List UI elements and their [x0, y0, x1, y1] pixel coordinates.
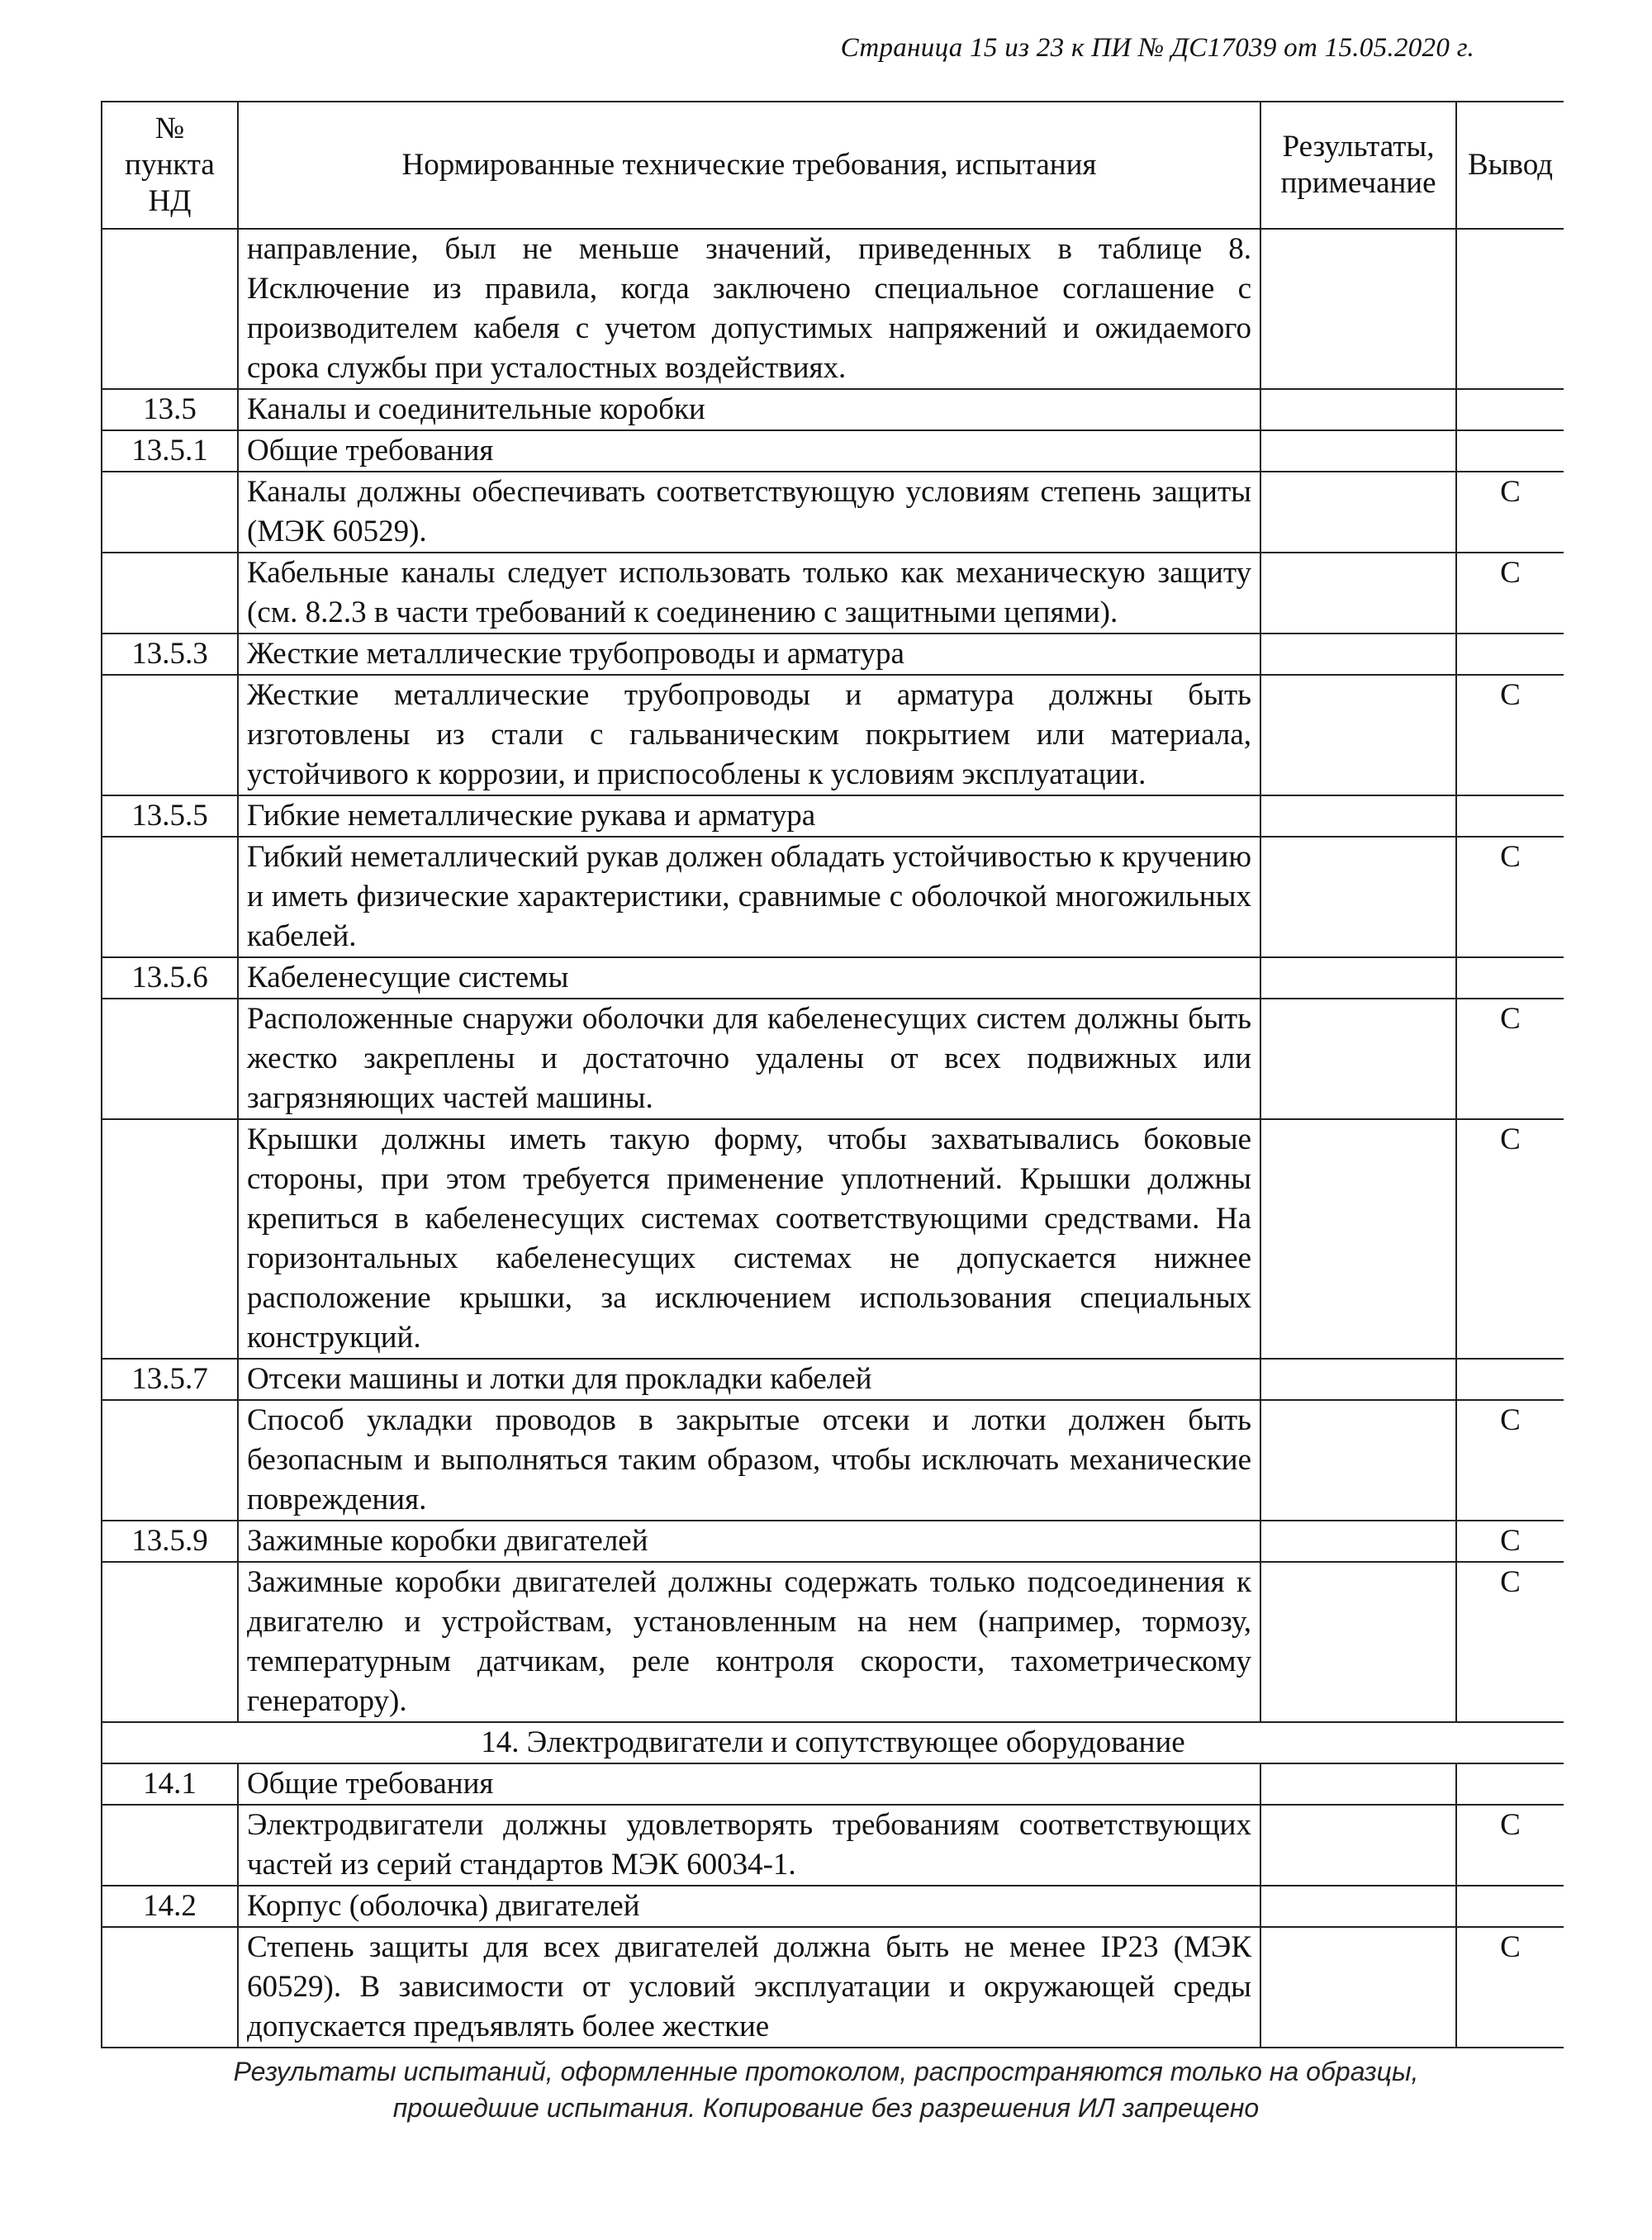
- table-row: [102, 553, 1564, 634]
- result-note: [1260, 553, 1456, 634]
- requirement-text: Расположенные снаружи оболочки для кабеленесущих систем должны быть жестко закреплены и достаточно удалены от всех подвижных или загрязняющих частей машины.: [238, 999, 1260, 1119]
- verdict-mark: [1456, 634, 1564, 675]
- table-row: [102, 999, 1564, 1119]
- requirement-text: Зажимные коробки двигателей должны содержать только подсоединения к двигателю и устройствам, установленным на нем (например, тормозу, температурным датчикам, реле контроля скорости, тахометрическому генератору).: [238, 1562, 1260, 1722]
- verdict-mark: [1456, 795, 1564, 837]
- verdict-mark: С: [1456, 553, 1564, 634]
- verdict-mark: С: [1456, 1521, 1564, 1562]
- clause-number: 13.5.3: [102, 634, 238, 675]
- verdict-mark: [1456, 1359, 1564, 1400]
- result-note: [1260, 837, 1456, 957]
- footer-line-1: Результаты испытаний, оформленные протоколом, распространяются только на образцы,: [233, 2057, 1419, 2086]
- verdict-mark: С: [1456, 999, 1564, 1119]
- verdict-mark: С: [1456, 1927, 1564, 2048]
- requirement-text: Гибкие неметаллические рукава и арматура: [238, 795, 1260, 837]
- result-note: [1260, 1400, 1456, 1521]
- table-row: [102, 1805, 1564, 1886]
- result-note: [1260, 999, 1456, 1119]
- result-note: [1260, 1562, 1456, 1722]
- result-note: [1260, 389, 1456, 430]
- table-row: [102, 837, 1564, 957]
- result-note: [1260, 795, 1456, 837]
- clause-number: [102, 1400, 238, 1521]
- table-row: [102, 1400, 1564, 1521]
- footer-disclaimer: [0, 2053, 1652, 2126]
- table-row: [102, 957, 1564, 999]
- verdict-mark: С: [1456, 1805, 1564, 1886]
- result-note: [1260, 1927, 1456, 2048]
- verdict-mark: [1456, 389, 1564, 430]
- header-clause-number: № пункта НД: [102, 102, 238, 229]
- requirement-text: Зажимные коробки двигателей: [238, 1521, 1260, 1562]
- verdict-mark: С: [1456, 472, 1564, 553]
- requirement-text: Общие требования: [238, 430, 1260, 472]
- clause-number: [102, 1119, 238, 1359]
- table-row: [102, 430, 1564, 472]
- clause-number: [102, 675, 238, 795]
- table-row: [102, 472, 1564, 553]
- table-row: [102, 1763, 1564, 1805]
- table-row: [102, 1927, 1564, 2048]
- requirement-text: Общие требования: [238, 1763, 1260, 1805]
- requirements-table: [101, 101, 1564, 2048]
- table-row: [102, 1359, 1564, 1400]
- requirement-text: Отсеки машины и лотки для прокладки кабелей: [238, 1359, 1260, 1400]
- result-note: [1260, 472, 1456, 553]
- verdict-mark: [1456, 1886, 1564, 1927]
- result-note: [1260, 957, 1456, 999]
- clause-number: [102, 999, 238, 1119]
- page-header: Страница 15 из 23 к ПИ № ДС17039 от 15.05.2020 г.: [840, 33, 1474, 63]
- header-verdict: Вывод: [1456, 102, 1564, 229]
- result-note: [1260, 1119, 1456, 1359]
- clause-number: 13.5: [102, 389, 238, 430]
- header-results: Результаты, примечание: [1260, 102, 1456, 229]
- clause-number: [102, 472, 238, 553]
- clause-number: [102, 229, 238, 389]
- header-requirements: Нормированные технические требования, испытания: [238, 102, 1260, 229]
- result-note: [1260, 634, 1456, 675]
- table-body: [102, 229, 1564, 2048]
- result-note: [1260, 1805, 1456, 1886]
- requirement-text: Гибкий неметаллический рукав должен обладать устойчивостью к кручению и иметь физические характеристики, сравнимые с оболочкой многожильных кабелей.: [238, 837, 1260, 957]
- requirement-text: Способ укладки проводов в закрытые отсеки и лотки должен быть безопасным и выполняться таким образом, чтобы исключать механические повреждения.: [238, 1400, 1260, 1521]
- table-row: [102, 1886, 1564, 1927]
- result-note: [1260, 229, 1456, 389]
- footer-line-2: прошедшие испытания. Копирование без разрешения ИЛ запрещено: [392, 2093, 1260, 2123]
- table-row: [102, 634, 1564, 675]
- table-row: [102, 1521, 1564, 1562]
- clause-number: [102, 553, 238, 634]
- requirement-text: Кабельные каналы следует использовать только как механическую защиту (см. 8.2.3 в части требований к соединению с защитными цепями).: [238, 553, 1260, 634]
- requirement-text: Жесткие металлические трубопроводы и арматура: [238, 634, 1260, 675]
- table-row: [102, 229, 1564, 389]
- requirement-text: Каналы и соединительные коробки: [238, 389, 1260, 430]
- requirement-text: Каналы должны обеспечивать соответствующую условиям степень защиты (МЭК 60529).: [238, 472, 1260, 553]
- clause-number: [102, 1562, 238, 1722]
- requirement-text: Степень защиты для всех двигателей должна быть не менее IP23 (МЭК 60529). В зависимости от условий эксплуатации и окружающей среды допускается предъявлять более жесткие: [238, 1927, 1260, 2048]
- table-row: [102, 1562, 1564, 1722]
- table-row: [102, 1119, 1564, 1359]
- result-note: [1260, 1359, 1456, 1400]
- table-row: [102, 675, 1564, 795]
- clause-number: [102, 1805, 238, 1886]
- table-header-row: [102, 102, 1564, 229]
- clause-number: 13.5.5: [102, 795, 238, 837]
- clause-number: [102, 837, 238, 957]
- requirement-text: Жесткие металлические трубопроводы и арматура должны быть изготовлены из стали с гальваническим покрытием или материала, устойчивого к коррозии, и приспособлены к условиям эксплуатации.: [238, 675, 1260, 795]
- verdict-mark: [1456, 1763, 1564, 1805]
- clause-number: [102, 1927, 238, 2048]
- clause-number: 13.5.9: [102, 1521, 238, 1562]
- clause-number: 14.1: [102, 1763, 238, 1805]
- clause-number: 14.2: [102, 1886, 238, 1927]
- requirement-text: Корпус (оболочка) двигателей: [238, 1886, 1260, 1927]
- verdict-mark: [1456, 957, 1564, 999]
- requirement-text: Электродвигатели должны удовлетворять требованиям соответствующих частей из серий стандартов МЭК 60034-1.: [238, 1805, 1260, 1886]
- verdict-mark: С: [1456, 1562, 1564, 1722]
- clause-number: 13.5.7: [102, 1359, 238, 1400]
- clause-number: 13.5.1: [102, 430, 238, 472]
- result-note: [1260, 675, 1456, 795]
- verdict-mark: С: [1456, 1119, 1564, 1359]
- table-row: [102, 795, 1564, 837]
- verdict-mark: С: [1456, 1400, 1564, 1521]
- result-note: [1260, 1886, 1456, 1927]
- table-row: [102, 389, 1564, 430]
- result-note: [1260, 1763, 1456, 1805]
- requirement-text: Кабеленесущие системы: [238, 957, 1260, 999]
- requirement-text: направление, был не меньше значений, приведенных в таблице 8. Исключение из правила, когда заключено специальное соглашение с производителем кабеля с учетом допустимых напряжений и ожидаемого срока службы при усталостных воздействиях.: [238, 229, 1260, 389]
- verdict-mark: [1456, 229, 1564, 389]
- result-note: [1260, 430, 1456, 472]
- section-title: 14. Электродвигатели и сопутствующее оборудование: [102, 1722, 1564, 1763]
- result-note: [1260, 1521, 1456, 1562]
- verdict-mark: С: [1456, 837, 1564, 957]
- verdict-mark: [1456, 430, 1564, 472]
- table-row: [102, 1722, 1564, 1763]
- verdict-mark: С: [1456, 675, 1564, 795]
- requirement-text: Крышки должны иметь такую форму, чтобы захватывались боковые стороны, при этом требуется применение уплотнений. Крышки должны крепиться в кабеленесущих системах соответствующими средствами. На горизонтальных кабеленесущих системах не допускается нижнее расположение крышки, за исключением использования специальных конструкций.: [238, 1119, 1260, 1359]
- clause-number: 13.5.6: [102, 957, 238, 999]
